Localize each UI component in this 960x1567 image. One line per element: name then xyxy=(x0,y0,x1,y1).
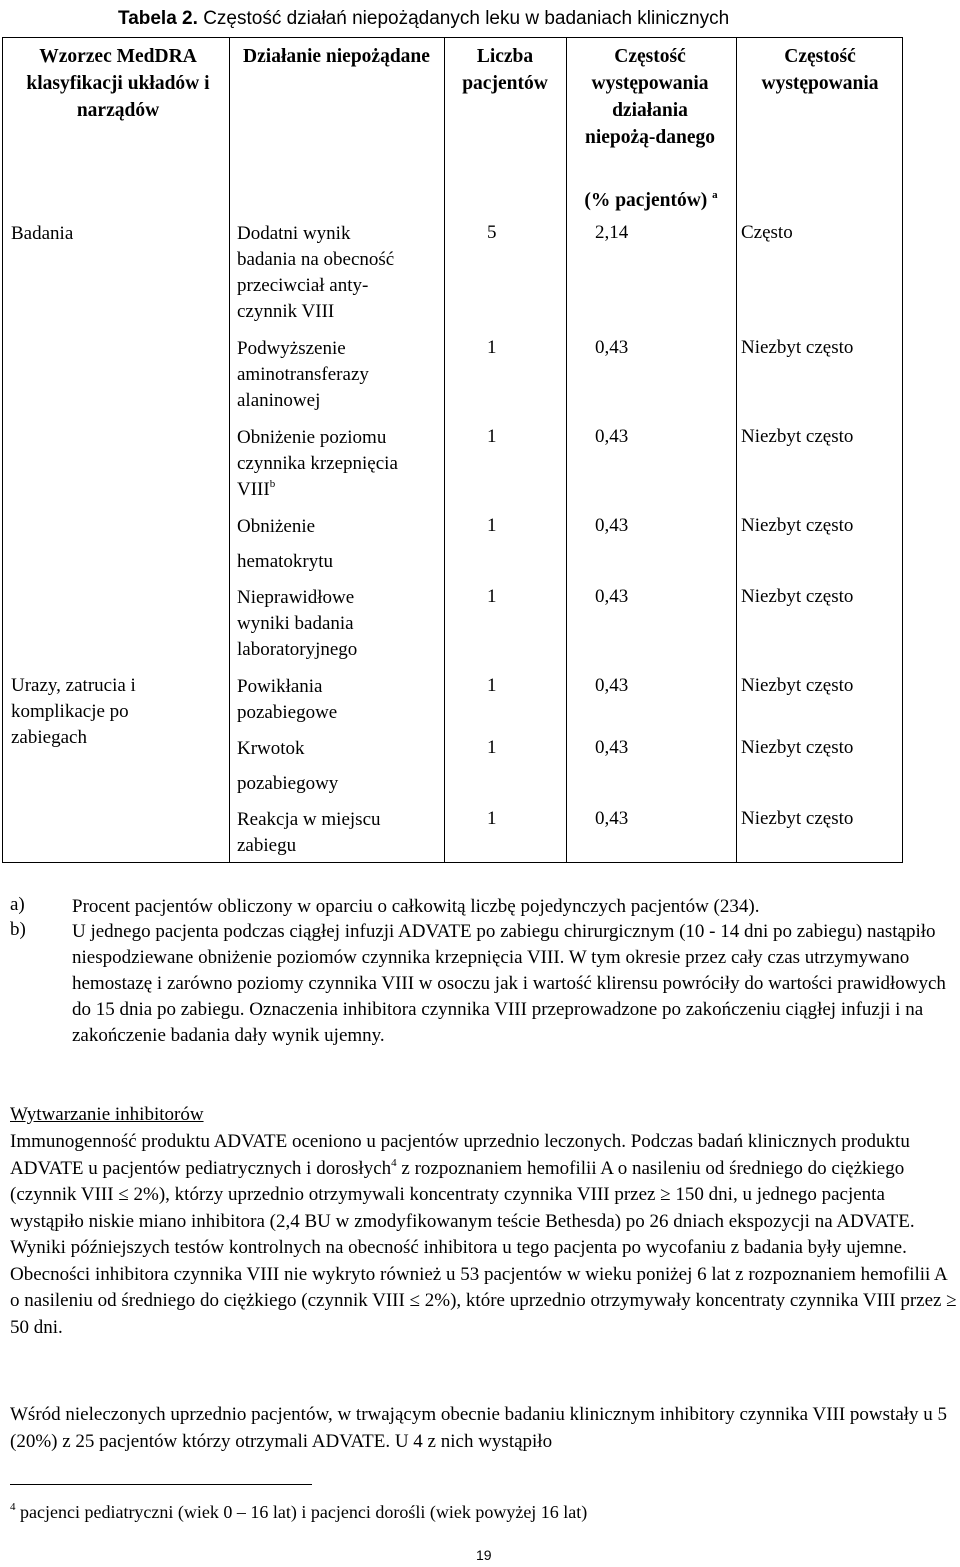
page-number: 19 xyxy=(476,1547,492,1563)
column-divider xyxy=(444,38,445,862)
le-symbol: ≤ xyxy=(118,1184,129,1205)
p1-footnote-ref: 4 xyxy=(391,1156,397,1169)
p1-text-e: 2%), które uprzednio otrzymywały koncentraty czynnika VIII przez xyxy=(424,1290,942,1311)
reaction-cell: Powikłania pozabiegowe xyxy=(237,676,338,723)
patients-cell: 1 xyxy=(487,737,497,758)
percent-cell: 0,43 xyxy=(595,737,629,758)
header-reaction: Działanie niepożądane xyxy=(243,46,430,67)
footnote-divider xyxy=(10,1484,312,1485)
adverse-reactions-table xyxy=(2,37,903,863)
ge-symbol: ≥ xyxy=(660,1184,671,1205)
patients-cell: 1 xyxy=(487,426,497,447)
le-symbol: ≤ xyxy=(409,1290,421,1311)
percent-cell: 0,43 xyxy=(595,808,629,829)
header-frequency-pct-unit xyxy=(566,187,736,214)
header-frequency-pct: Częstość występowania działania niepożą-danego xyxy=(584,46,715,148)
percent-cell: 0,43 xyxy=(595,675,629,696)
note-a-label: a) xyxy=(10,894,25,915)
footnote-number: 4 xyxy=(10,1501,16,1513)
caption-title: Częstość działań niepożądanych leku w badaniach klinicznych xyxy=(203,8,730,29)
patients-cell: 1 xyxy=(487,586,497,607)
reaction-cell: Obniżenie xyxy=(237,516,316,537)
column-divider xyxy=(229,38,230,862)
header-soc: Wzorzec MedDRA klasyfikacji układów i narządów xyxy=(26,46,210,121)
frequency-cell: Niezbyt często xyxy=(741,337,854,358)
reaction-cell: Podwyższenie aminotransferazy alaninowej xyxy=(237,338,369,411)
frequency-cell: Niezbyt często xyxy=(741,675,854,696)
patients-cell: 5 xyxy=(487,222,497,243)
frequency-cell: Niezbyt często xyxy=(741,515,854,536)
frequency-cell: Niezbyt często xyxy=(741,737,854,758)
patients-cell: 1 xyxy=(487,515,497,536)
p1-text-b: z rozpoznaniem hemofilii A o nasileniu od średniego do ciężkiego (czynnik VIII xyxy=(10,1157,905,1205)
reaction-cell: Dodatni wynik badania na obecność przeciwciał anty-czynnik VIII xyxy=(237,223,395,322)
reaction-text: Obniżenie poziomu czynnika krzepnięcia VIII xyxy=(237,427,398,500)
p1-text-f: 50 dni. xyxy=(10,1316,63,1338)
reaction-cell-line2: hematokrytu xyxy=(237,551,334,572)
reaction-footnote-ref: b xyxy=(269,478,276,490)
soc-injury: Urazy, zatrucia i komplikacje po zabiegach xyxy=(11,675,136,748)
patients-cell: 1 xyxy=(487,337,497,358)
frequency-cell: Niezbyt często xyxy=(741,808,854,829)
reaction-cell: Krwotok xyxy=(237,738,305,759)
header-frequency: Częstość występowania xyxy=(761,46,879,94)
percent-cell: 2,14 xyxy=(595,222,629,243)
section-paragraph-1 xyxy=(10,1129,958,1341)
patients-cell: 1 xyxy=(487,675,497,696)
ge-symbol: ≥ xyxy=(946,1290,957,1311)
section-paragraph-2: Wśród nieleczonych uprzednio pacjentów, w trwającym obecnie badaniu klinicznym inhibitory czynnika VIII powstały u 5 (20%) z 25 pacjentów którzy otrzymali ADVATE. U 4 z nich wystąpiło xyxy=(10,1404,948,1452)
p1-text-c: 2%), którzy uprzednio otrzymywali koncentraty czynnika VIII przez xyxy=(133,1184,656,1205)
frequency-cell: Często xyxy=(741,222,793,243)
percent-cell: 0,43 xyxy=(595,586,629,607)
footnote xyxy=(10,1502,587,1523)
note-a-text: Procent pacjentów obliczony w oparciu o całkowitą liczbę pojedynczych pacjentów (234). xyxy=(72,896,760,917)
caption-label: Tabela 2. xyxy=(118,8,198,29)
table-caption xyxy=(118,8,729,30)
soc-investigations: Badania xyxy=(11,223,74,244)
reaction-cell-line2: pozabiegowy xyxy=(237,773,339,794)
p1-text-d: 150 dni, u jednego pacjenta wystąpiło niskie miano inhibitora (2,4 BU w zmodyfikowanym teście Bethesda) po 26 dniach ekspozycji na ADVATE. Wyniki późniejszych testów kontrolnych na obecność inhibitora u tego pacjenta po wycofaniu z badania były ujemne. Obecności inhibitora czynnika VIII nie wykryto również u 53 pacjentów w wieku poniżej 6 lat z rozpoznaniem hemofilii A o nasileniu od średniego do ciężkiego (czynnik VIII xyxy=(10,1184,947,1311)
reaction-cell xyxy=(237,425,427,503)
p1-text-a: Immunogenność produktu ADVATE oceniono u pacjentów uprzednio leczonych. Podczas badań klinicznych produktu ADVATE u pacjentów pediatrycznych i dorosłych xyxy=(10,1131,910,1179)
header-patients: Liczba pacjentów xyxy=(462,46,548,94)
reaction-cell: Nieprawidłowe wyniki badania laboratoryjnego xyxy=(237,587,358,660)
note-b-text: U jednego pacjenta podczas ciągłej infuzji ADVATE po zabiegu chirurgicznym (10 - 14 dni po zabiegu) nastąpiło niespodziewane obniżenie poziomów czynnika krzepnięcia VIII. W tym okresie przez cały czas utrzymywano hemostazę i zarówno poziomy czynnika VIII w osoczu jak i wartość klirensu powróciły do wartości prawidłowych do 15 dnia po zabiegu. Oznaczenia inhibitora czynnika VIII przeprowadzone po zakończeniu ciągłej infuzji i na zakończenie badania dały wynik ujemny. xyxy=(72,921,946,1046)
frequency-cell: Niezbyt często xyxy=(741,586,854,607)
percent-cell: 0,43 xyxy=(595,426,629,447)
column-divider xyxy=(566,38,567,862)
header-pct-unit-text: (% pacjentów) xyxy=(584,190,708,211)
patients-cell: 1 xyxy=(487,808,497,829)
footnote-text: pacjenci pediatryczni (wiek 0 – 16 lat) i pacjenci dorośli (wiek powyżej 16 lat) xyxy=(20,1502,588,1522)
percent-cell: 0,43 xyxy=(595,515,629,536)
percent-cell: 0,43 xyxy=(595,337,629,358)
note-b-label: b) xyxy=(10,919,26,940)
section-heading: Wytwarzanie inhibitorów xyxy=(10,1104,204,1125)
column-divider xyxy=(736,38,737,862)
header-pct-footnote-ref: a xyxy=(712,189,718,201)
reaction-cell: Reakcja w miejscu zabiegu xyxy=(237,809,381,856)
frequency-cell: Niezbyt często xyxy=(741,426,854,447)
